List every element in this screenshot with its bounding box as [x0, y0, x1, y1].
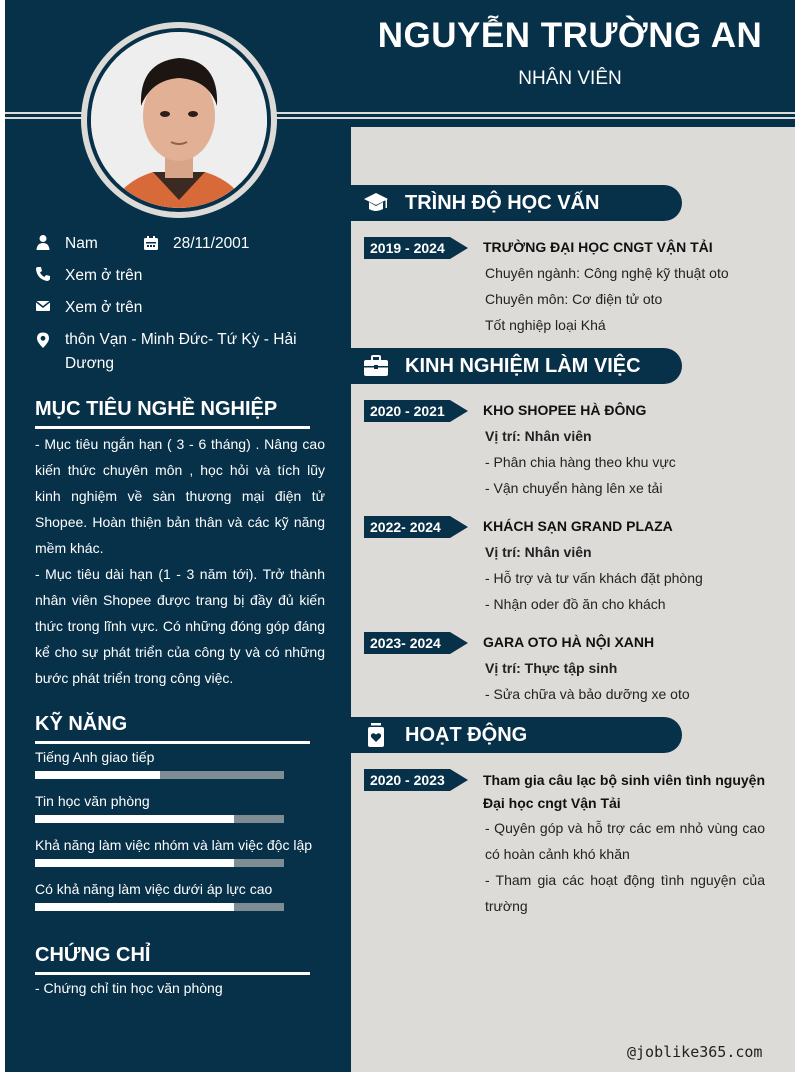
experience-company: KHO SHOPEE HÀ ĐÔNG: [483, 402, 647, 418]
person-icon: [35, 234, 51, 250]
calendar-icon: [143, 235, 159, 251]
candidate-job-title: NHÂN VIÊN: [518, 68, 622, 89]
email-value: Xem ở trên: [65, 299, 143, 316]
experience-duty: - Hỗ trợ và tư vấn khách đặt phòng: [485, 570, 703, 586]
phone-value: Xem ở trên: [65, 267, 143, 284]
candidate-name: NGUYỄN TRƯỜNG AN: [377, 16, 763, 55]
education-line: Chuyên ngành: Công nghệ kỹ thuật oto: [485, 265, 729, 281]
address-value: thôn Vạn - Minh Đức- Tứ Kỳ - Hải Dương: [65, 331, 297, 372]
activity-detail: - Quyên góp và hỗ trợ các em nhỏ vùng cao có hoàn cảnh khó khăn: [485, 820, 765, 862]
portrait-illustration: [91, 32, 267, 208]
activities-section-header: [351, 717, 682, 753]
activity-detail: - Tham gia các hoạt động tình nguyện của trường: [485, 872, 765, 914]
certificates-underline: [35, 972, 310, 975]
education-school: TRƯỜNG ĐẠI HỌC CNGT VẬN TẢI: [483, 239, 713, 255]
experience-company: GARA OTO HÀ NỘI XANH: [483, 634, 655, 650]
education-date: 2019 - 2024: [364, 237, 450, 259]
education-title: TRÌNH ĐỘ HỌC VẤN: [405, 192, 600, 214]
activity-date: 2020 - 2023: [364, 769, 450, 791]
heart-badge-icon: [363, 722, 389, 748]
certificate-item: - Chứng chỉ tin học văn phòng: [35, 980, 223, 996]
education-line: Tốt nghiệp loại Khá: [485, 317, 606, 333]
cv-page: [5, 0, 795, 1072]
experience-date: 2020 - 2021: [364, 400, 450, 422]
objective-long-term: - Mục tiêu dài hạn (1 - 3 năm tới). Trở thành nhân viên Shopee được trang bị đầy đủ kiến thức trong lĩnh vực. Có những đóng góp đáng kể cho sự phát triển của công ty và có những bước phát triển trong công việc.: [35, 566, 325, 686]
gender-value: Nam: [65, 235, 98, 252]
skills-title: KỸ NĂNG: [35, 713, 128, 735]
experience-position: Vị trí: Nhân viên: [485, 544, 592, 560]
experience-date: 2023- 2024: [364, 632, 450, 654]
skill-bar-fill: [35, 771, 160, 779]
activity-name: Tham gia câu lạc bộ sinh viên tình nguyện Đại học cngt Vận Tải: [483, 772, 765, 811]
experience-position: Vị trí: Thực tập sinh: [485, 660, 618, 676]
skill-label: Tiếng Anh giao tiếp: [35, 749, 155, 765]
experience-section-header: [351, 348, 682, 384]
experience-duty: - Phân chia hàng theo khu vực: [485, 454, 676, 470]
experience-title: KINH NGHIỆM LÀM VIỆC: [405, 355, 641, 377]
skill-bar: [35, 815, 284, 823]
skill-bar-fill: [35, 903, 234, 911]
activities-title: HOẠT ĐỘNG: [405, 724, 528, 746]
experience-date: 2022- 2024: [364, 516, 450, 538]
graduation-cap-icon: [363, 190, 389, 216]
experience-duty: - Sửa chữa và bảo dưỡng xe oto: [485, 686, 690, 702]
avatar: [91, 32, 267, 208]
skill-label: Có khả năng làm việc dưới áp lực cao: [35, 881, 273, 897]
objective-title: MỤC TIÊU NGHỀ NGHIỆP: [35, 398, 278, 420]
skill-label: Khả năng làm việc nhóm và làm việc độc lập: [35, 837, 313, 853]
education-section-header: [351, 185, 682, 221]
objective-short-term: - Mục tiêu ngắn hạn ( 3 - 6 tháng) . Nâng cao kiến thức chuyên môn , học hỏi và tích lũy kinh nghiệm về sàn thương mại điện tử Shopee. Hoàn thiện bản thân và các kỹ năng mềm khác.: [35, 436, 325, 556]
phone-icon: [35, 266, 51, 282]
email-icon: [35, 298, 51, 314]
certificates-title: CHỨNG CHỈ: [35, 944, 151, 966]
dob-value: 28/11/2001: [173, 235, 250, 252]
footer-watermark: @joblike365.com: [627, 1043, 763, 1061]
skill-bar: [35, 771, 284, 779]
objective-underline: [35, 426, 310, 429]
skill-label: Tin học văn phòng: [35, 793, 150, 809]
education-line: Chuyên môn: Cơ điện tử oto: [485, 291, 663, 307]
experience-duty: - Nhận oder đồ ăn cho khách: [485, 596, 666, 612]
location-pin-icon: [35, 332, 51, 348]
skill-bar-fill: [35, 815, 234, 823]
skill-bar: [35, 859, 284, 867]
briefcase-icon: [363, 353, 389, 379]
experience-company: KHÁCH SẠN GRAND PLAZA: [483, 518, 673, 534]
experience-position: Vị trí: Nhân viên: [485, 428, 592, 444]
skills-underline: [35, 741, 310, 744]
objective-text: [35, 431, 325, 691]
experience-duty: - Vận chuyển hàng lên xe tải: [485, 480, 663, 496]
skill-bar: [35, 903, 284, 911]
skill-bar-fill: [35, 859, 234, 867]
